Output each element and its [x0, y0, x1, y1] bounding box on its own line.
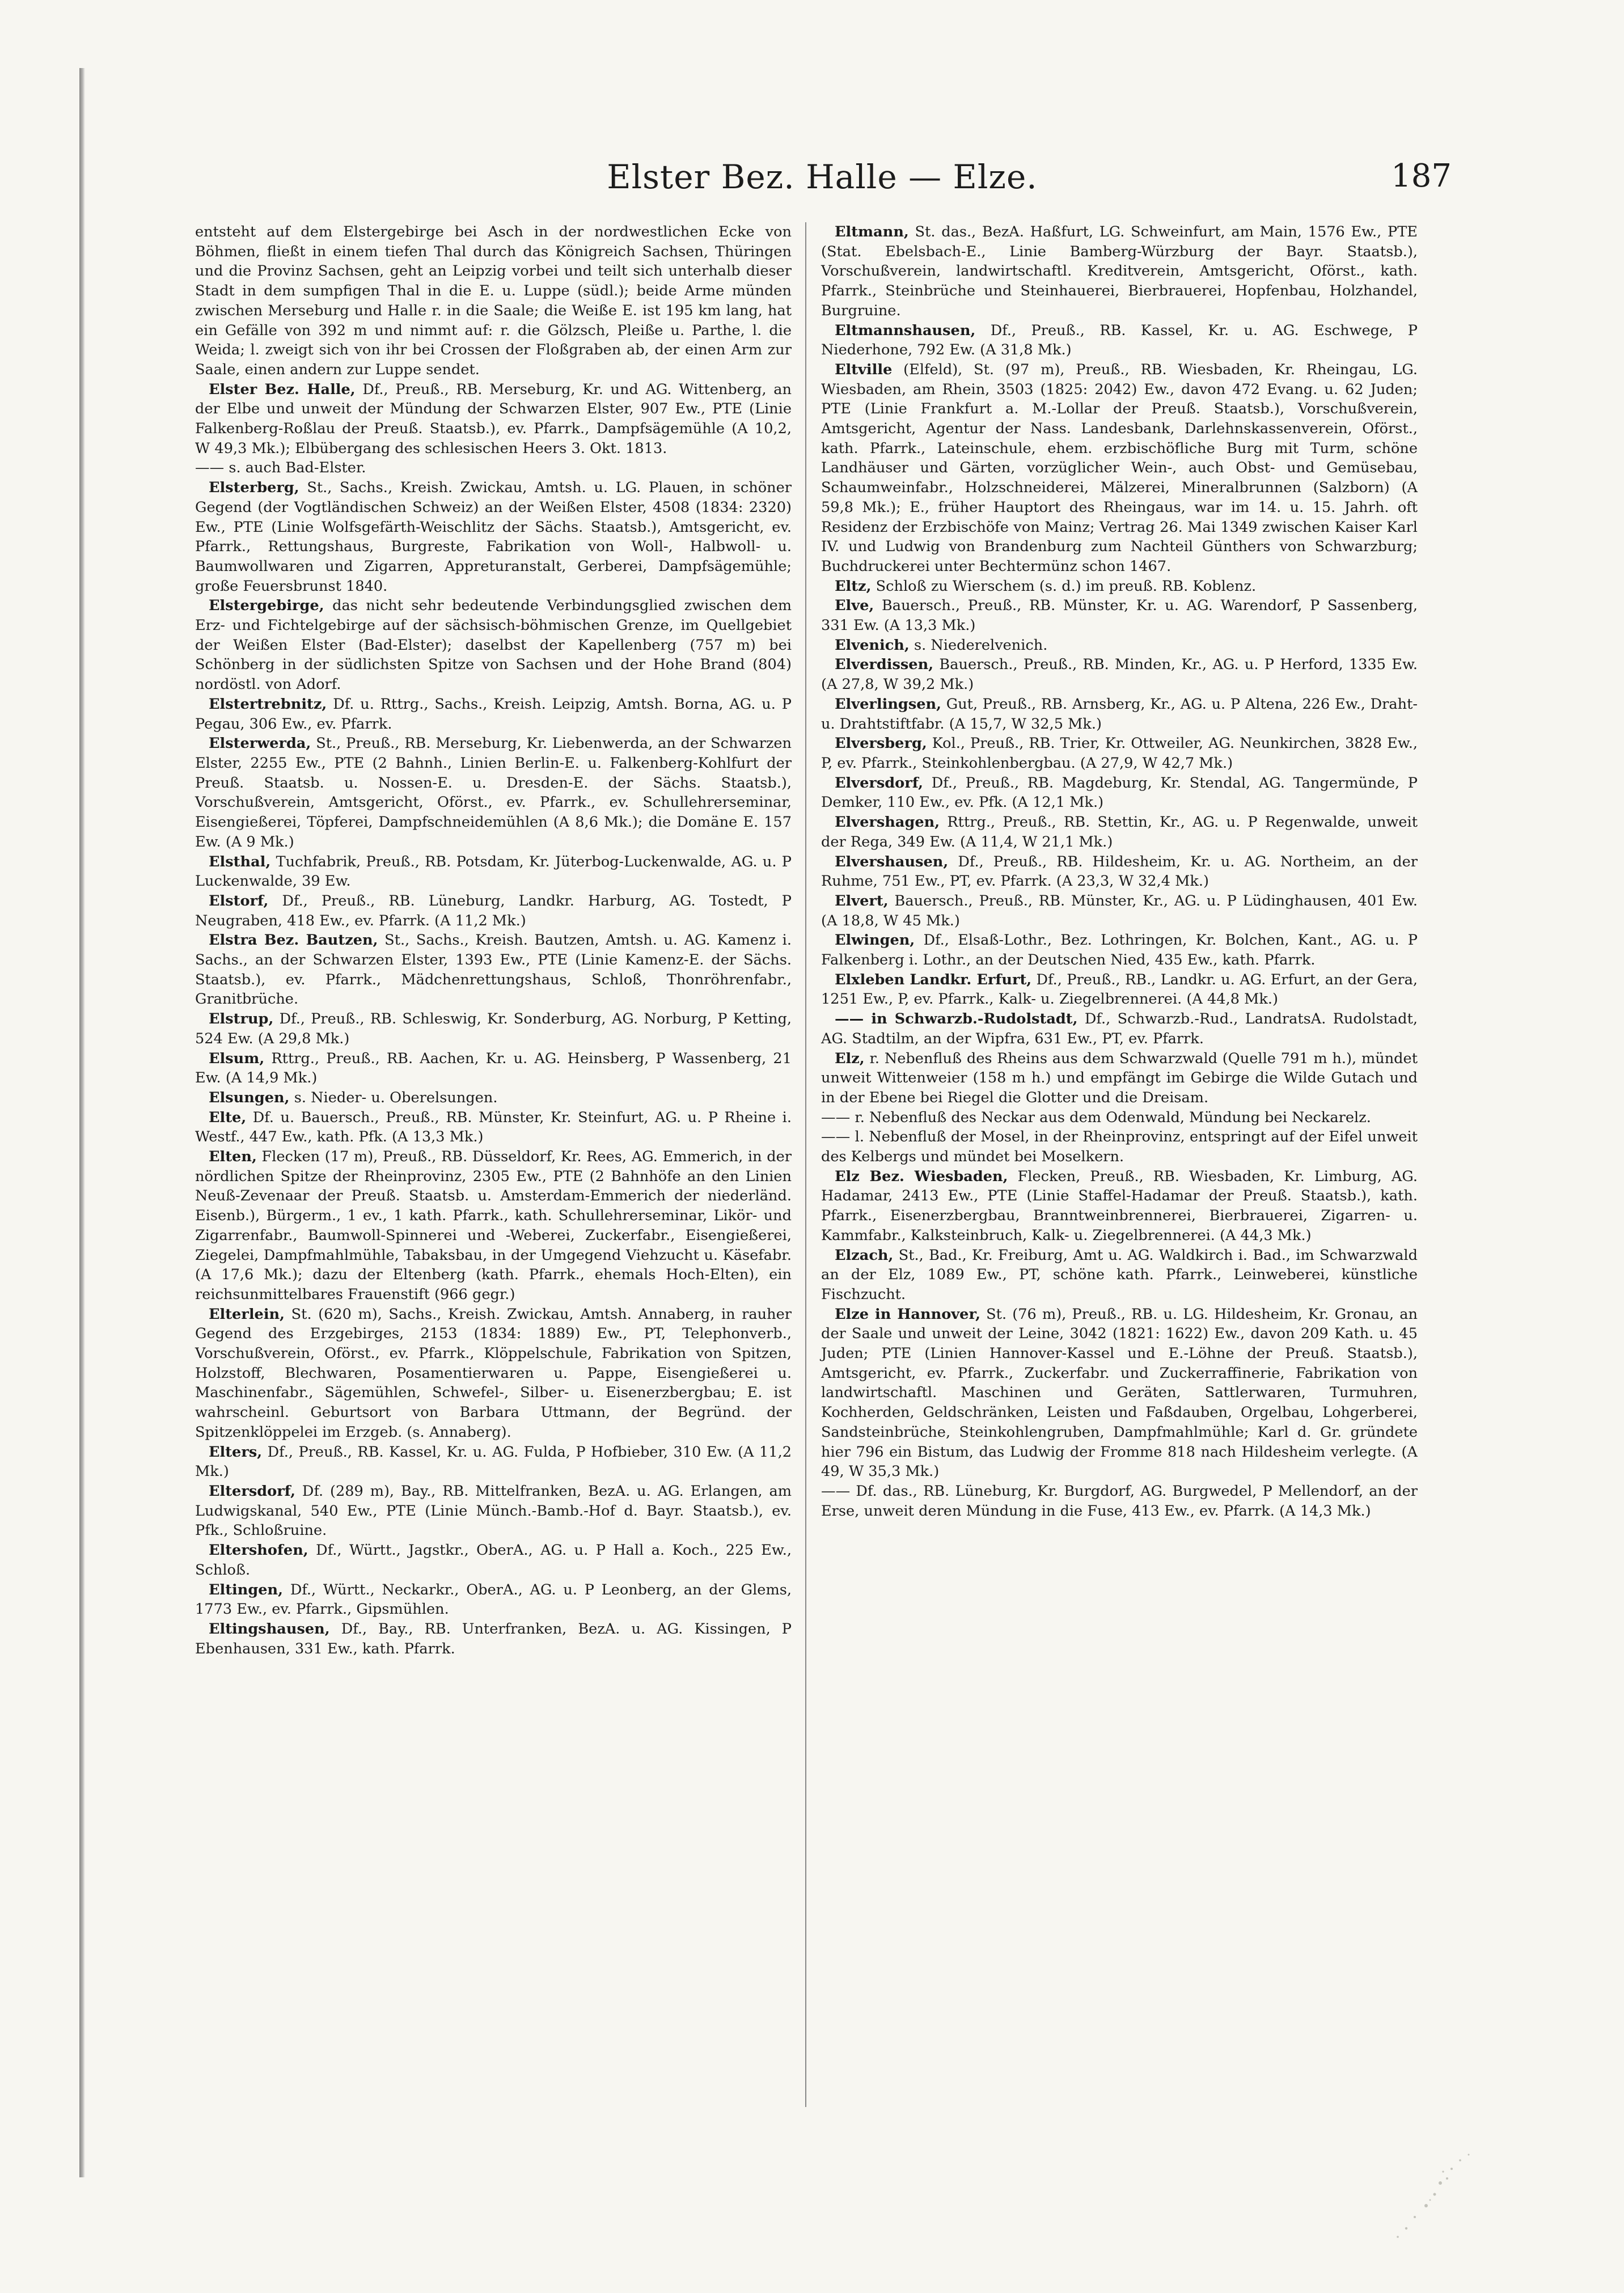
- entry-text: Df., Bay., RB. Unterfranken, BezA. u. AG. Kissingen, P Ebenhausen, 331 Ew., kath. Pfarrk.: [195, 1620, 792, 1657]
- gazetteer-entry: [195, 1541, 792, 1580]
- entry-text: St. (620 m), Sachs., Kreish. Zwickau, Amtsh. Annaberg, in rauher Gegend des Erzgebirges, 2153 (1834: 1889) Ew., PT, Telephonverb., Vorschußverein, Oförst., ev. Pfarrk., Klöppelschule, Fabrikation von Spitzen, Holzstoff, Blechwaren, Posamentierwaren u. Pappe, Eisengießerei u. Maschinenfabr., Sägemühlen, Schwefel-, Silber- u. Eisenerzbergbau; E. ist wahrscheinl. Geburtsort von Barbara Uttmann, der Begründ. der Spitzenklöppelei im Erzgeb. (s. Annaberg).: [195, 1305, 792, 1441]
- gazetteer-entry: [195, 930, 792, 1009]
- gazetteer-entry: [195, 1147, 792, 1305]
- entry-text: St., Bad., Kr. Freiburg, Amt u. AG. Waldkirch i. Bad., im Schwarzwald an der Elz, 1089 Ew., PT, schöne kath. Pfarrk., Leinweberei, künstliche Fischzucht.: [821, 1246, 1418, 1303]
- entry-text: St. das., BezA. Haßfurt, LG. Schweinfurt, am Main, 1576 Ew., PTE (Stat. Ebelsbach-E., Linie Bamberg-Würzburg der Bayr. Staatsb.), Vorschußverein, landwirtschaftl. Kreditverein, Amtsgericht, Oförst., kath. Pfarrk., Steinbrüche und Steinhauerei, Bierbrauerei, Hopfenbau, Holzhandel, Burgruine.: [821, 223, 1418, 319]
- gazetteer-entry: [821, 655, 1418, 694]
- entry-text: —— l. Nebenfluß der Mosel, in der Rheinprovinz, entspringt auf der Eifel unweit des Kelbergs und mündet bei Moselkern.: [821, 1128, 1418, 1166]
- entry-term: Elstrup,: [209, 1010, 274, 1028]
- gazetteer-entry: [195, 695, 792, 734]
- entry-term: Elxleben Landkr. Erfurt,: [835, 971, 1032, 988]
- gazetteer-entry: [821, 1305, 1418, 1482]
- gazetteer-entry: [195, 1108, 792, 1147]
- entry-term: Eltingshausen,: [209, 1620, 330, 1638]
- gazetteer-entry: [821, 321, 1418, 360]
- entry-term: Eltershofen,: [209, 1542, 308, 1559]
- entry-term: Elwingen,: [835, 932, 915, 949]
- entry-text: s. Nieder- u. Oberelsungen.: [294, 1089, 498, 1106]
- entry-term: Elvershausen,: [835, 853, 949, 870]
- right-column: [821, 222, 1418, 1521]
- entry-text: Bauersch., Preuß., RB. Münster, Kr., AG. u. P Lüdinghausen, 401 Ew. (A 18,8, W 45 Mk.): [821, 892, 1418, 929]
- entry-text: Bauersch., Preuß., RB. Münster, Kr. u. AG. Warendorf, P Sassenberg, 331 Ew. (A 13,3 Mk.): [821, 597, 1418, 634]
- entry-text: Df. (289 m), Bay., RB. Mittelfranken, BezA. u. AG. Erlangen, am Ludwigskanal, 540 Ew., PTE (Linie Münch.-Bamb.-Hof d. Bayr. Staatsb.), ev. Pfk., Schloßruine.: [195, 1483, 792, 1539]
- entry-term: Elsterwerda,: [209, 735, 311, 752]
- entry-text: Df., Preuß., RB. Merseburg, Kr. und AG. Wittenberg, an der Elbe und unweit der Mündung der Schwarzen Elster, 907 Ew., PTE (Linie Falkenberg-Roßlau der Preuß. Staatsb.), ev. Pfarrk., Dampfsägemühle (A 10,2, W 49,3 Mk.); Elbübergang des schlesischen Heers 3. Okt. 1813.: [195, 380, 792, 457]
- entry-term: Elster Bez. Halle,: [209, 380, 356, 398]
- gazetteer-entry: [821, 1167, 1418, 1246]
- gazetteer-entry: [195, 222, 792, 380]
- entry-text: Rttrg., Preuß., RB. Stettin, Kr., AG. u. P Regenwalde, unweit der Rega, 349 Ew. (A 11,4, W 21,1 Mk.): [821, 814, 1418, 851]
- entry-text: Df., Preuß., RB. Kassel, Kr. u. AG. Fulda, P Hofbieber, 310 Ew. (A 11,2 Mk.): [195, 1443, 792, 1480]
- page-binding-edge: [79, 68, 85, 2177]
- gazetteer-entry: [821, 734, 1418, 773]
- entry-text: Df., Preuß., RB. Lüneburg, Landkr. Harburg, AG. Tostedt, P Neugraben, 418 Ew., ev. Pfarrk. (A 11,2 Mk.): [195, 892, 792, 929]
- entry-term: Elverdissen,: [835, 656, 934, 674]
- gazetteer-entry: [821, 695, 1418, 734]
- entry-text: Df. u. Rttrg., Sachs., Kreish. Leipzig, Amtsh. Borna, AG. u. P Pegau, 306 Ew., ev. Pfarrk.: [195, 695, 792, 733]
- entry-term: Elve,: [835, 597, 874, 615]
- entry-term: Elte,: [209, 1109, 247, 1126]
- gazetteer-entry: [821, 1108, 1418, 1128]
- gazetteer-entry: [821, 852, 1418, 891]
- gazetteer-entry: [821, 891, 1418, 930]
- page-number: 187: [1391, 158, 1452, 194]
- entry-text: das nicht sehr bedeutende Verbindungsglied zwischen dem Erz- und Fichtelgebirge auf der sächsisch-böhmischen Grenze, im Quellgebiet der Weißen Elster (Bad-Elster); daselbst der Kapellenberg (757 m) bei Schönberg in der südlichsten Spitze von Sachsen und der Hohe Brand (804) nordöstl. von Adorf.: [195, 597, 792, 693]
- entry-term: Elstergebirge,: [209, 597, 324, 615]
- gazetteer-entry: [195, 596, 792, 695]
- gazetteer-entry: [195, 458, 792, 478]
- gazetteer-entry: [821, 1246, 1418, 1305]
- gazetteer-entry: [195, 380, 792, 459]
- paper-stain-marks: [1299, 2115, 1491, 2257]
- gazetteer-entry: [821, 970, 1418, 1009]
- entry-text: Df., Schwarzb.-Rud., LandratsA. Rudolstadt, AG. Stadtilm, an der Wipfra, 631 Ew., PT, ev. Pfarrk.: [821, 1010, 1418, 1047]
- entry-text: (Elfeld), St. (97 m), Preuß., RB. Wiesbaden, Kr. Rheingau, LG. Wiesbaden, am Rhein, 3503 (1825: 2042) Ew., davon 472 Evang. u. 62 Juden; PTE (Linie Frankfurt a. M.-Lollar der Preuß. Staatsb.), Vorschußverein, Amtsgericht, Agentur der Nass. Landesbank, Darlehnskassenverein, Oförst., kath. Pfarrk., Lateinschule, ehem. erzbischöfliche Burg mit Turm, schöne Landhäuser und Gärten, vorzüglicher Wein-, auch Obst- und Gemüsebau, Schaumweinfabr., Holzschneiderei, Mälzerei, Mineralbrunnen (Salzborn) (A 59,8 Mk.); E., früher Hauptort des Rheingaus, war im 14. u. 15. Jahrh. oft Residenz der Erzbischöfe von Mainz; Vertrag 26. Mai 1349 zwischen Kaiser Karl IV. und Ludwig von Brandenburg zum Nachteil Günthers von Schwarzburg; Buchdruckerei unter Bechtermünz schon 1467.: [821, 361, 1418, 575]
- entry-term: Elstra Bez. Bautzen,: [209, 932, 378, 949]
- entry-text: —— r. Nebenfluß des Neckar aus dem Odenwald, Mündung bei Neckarelz.: [821, 1109, 1371, 1126]
- entry-text: Df., Preuß., RB., Landkr. u. AG. Erfurt, an der Gera, 1251 Ew., P, ev. Pfarrk., Kalk- u. Ziegelbrennerei. (A 44,8 Mk.): [821, 971, 1418, 1008]
- gazetteer-entry: [821, 636, 1418, 655]
- gazetteer-entry: [195, 1305, 792, 1442]
- entry-text: Tuchfabrik, Preuß., RB. Potsdam, Kr. Jüterbog-Luckenwalde, AG. u. P Luckenwalde, 39 Ew.: [195, 853, 792, 890]
- entry-term: Eltmannshausen,: [835, 321, 976, 339]
- gazetteer-entry: [821, 813, 1418, 852]
- entry-text: Df. u. Bauersch., Preuß., RB. Münster, Kr. Steinfurt, AG. u. P Rheine i. Westf., 447 Ew., kath. Pfk. (A 13,3 Mk.): [195, 1109, 792, 1146]
- entry-term: Elze in Hannover,: [835, 1305, 980, 1323]
- running-title: Elster Bez. Halle — Elze.: [607, 158, 1038, 196]
- gazetteer-entry: [195, 734, 792, 852]
- entry-text: —— s. auch Bad-Elster.: [195, 459, 366, 477]
- entry-text: Kol., Preuß., RB. Trier, Kr. Ottweiler, AG. Neunkirchen, 3828 Ew., P, ev. Pfarrk., Steinkohlenbergbau. (A 27,9, W 42,7 Mk.): [821, 735, 1418, 772]
- entry-term: Eltingen,: [209, 1581, 284, 1598]
- entry-term: Elverlingsen,: [835, 695, 942, 713]
- gazetteer-entry: [195, 852, 792, 891]
- entry-term: Elsterberg,: [209, 479, 299, 497]
- gazetteer-entry: [195, 1619, 792, 1659]
- entry-term: Elten,: [209, 1148, 257, 1166]
- column-divider: [805, 222, 806, 2107]
- gazetteer-entry: [821, 360, 1418, 577]
- entry-text: Rttrg., Preuß., RB. Aachen, Kr. u. AG. Heinsberg, P Wassenberg, 21 Ew. (A 14,9 Mk.): [195, 1050, 792, 1087]
- entry-term: Elvert,: [835, 892, 889, 909]
- entry-text: Gut, Preuß., RB. Arnsberg, Kr., AG. u. P Altena, 226 Ew., Draht- u. Drahtstiftfabr. (A 15,7, W 32,5 Mk.): [821, 695, 1418, 733]
- entry-term: Elz,: [835, 1050, 865, 1067]
- entry-term: Elsum,: [209, 1050, 265, 1067]
- entry-term: Elversdorf,: [835, 774, 924, 792]
- entry-term: Elvenich,: [835, 636, 910, 654]
- entry-term: Elstertrebnitz,: [209, 695, 327, 713]
- gazetteer-entry: [821, 596, 1418, 635]
- entry-term: Elsungen,: [209, 1089, 290, 1106]
- gazetteer-entry: [195, 1442, 792, 1482]
- entry-term: Elzach,: [835, 1246, 894, 1264]
- gazetteer-entry: [821, 773, 1418, 813]
- left-column: [195, 222, 792, 1659]
- gazetteer-entry: [195, 478, 792, 596]
- entry-text: St., Preuß., RB. Merseburg, Kr. Liebenwerda, an der Schwarzen Elster, 2255 Ew., PTE (2 Bahnh., Linien Berlin-E. u. Falkenberg-Kohlfurt der Preuß. Staatsb. u. Nossen-E. u. Dresden-E. der Sächs. Staatsb.), Vorschußverein, Amtsgericht, Oförst., ev. Pfarrk., ev. Schullehrerseminar, Eisengießerei, Töpferei, Dampfschneidemühlen (A 8,6 Mk.); die Domäne E. 157 Ew. (A 9 Mk.): [195, 735, 792, 851]
- gazetteer-entry: [821, 1049, 1418, 1108]
- entry-text: Df., Preuß., RB. Hildesheim, Kr. u. AG. Northeim, an der Ruhme, 751 Ew., PT, ev. Pfarrk. (A 23,3, W 32,4 Mk.): [821, 853, 1418, 890]
- entry-term: Elterlein,: [209, 1305, 285, 1323]
- gazetteer-entry: [821, 222, 1418, 321]
- entry-text: Flecken, Preuß., RB. Wiesbaden, Kr. Limburg, AG. Hadamar, 2413 Ew., PTE (Linie Staffel-Hadamar der Preuß. Staatsb.), kath. Pfarrk., Eisenerzbergbau, Branntweinbrennerei, Bierbrauerei, Zigarren- u. Kammfabr., Kalksteinbruch, Kalk- u. Ziegelbrennerei. (A 44,3 Mk.): [821, 1167, 1418, 1244]
- page-header: [193, 158, 1452, 203]
- entry-term: Elz Bez. Wiesbaden,: [835, 1167, 1008, 1185]
- entry-text: r. Nebenfluß des Rheins aus dem Schwarzwald (Quelle 791 m h.), mündet unweit Wittenweier (158 m h.) und empfängt im Gebirge die Wilde Gutach und in der Ebene bei Riegel die Glotter und die Dreisam.: [821, 1050, 1418, 1106]
- entry-text: Df., Württ., Neckarkr., OberA., AG. u. P Leonberg, an der Glems, 1773 Ew., ev. Pfarrk., Gipsmühlen.: [195, 1581, 792, 1618]
- entry-text: Df., Elsaß-Lothr., Bez. Lothringen, Kr. Bolchen, Kant., AG. u. P Falkenberg i. Lothr., an der Deutschen Nied, 435 Ew., kath. Pfarrk.: [821, 932, 1418, 969]
- gazetteer-entry: [821, 1009, 1418, 1048]
- entry-text: Df., Preuß., RB. Magdeburg, Kr. Stendal, AG. Tangermünde, P Demker, 110 Ew., ev. Pfk. (A 12,1 Mk.): [821, 774, 1418, 811]
- entry-term: Eltville: [835, 361, 893, 378]
- entry-term: Elstorf,: [209, 892, 269, 909]
- entry-term: Eltersdorf,: [209, 1483, 296, 1500]
- entry-text: St. (76 m), Preuß., RB. u. LG. Hildesheim, Kr. Gronau, an der Saale und unweit der Leine, 3042 (1821: 1622) Ew., davon 209 Kath. u. 45 Juden; PTE (Linien Hannover-Kassel und E.-Löhne der Preuß. Staatsb.), Amtsgericht, ev. Pfarrk., Zuckerfabr. und Zuckerraffinerie, Fabrikation von landwirtschaftl. Maschinen und Geräten, Sattlerwaren, Turmuhren, Kochherden, Geldschränken, Leisten und Faßdauben, Orgelbau, Lohgerberei, Sandsteinbrüche, Steinkohlengruben, Dampfmahlmühle; Karl d. Gr. gründete hier 796 ein Bistum, das Ludwig der Fromme 818 nach Hildesheim verlegte. (A 49, W 35,3 Mk.): [821, 1305, 1418, 1480]
- entry-text: Df., Preuß., RB. Kassel, Kr. u. AG. Eschwege, P Niederhone, 792 Ew. (A 31,8 Mk.): [821, 321, 1418, 359]
- gazetteer-entry: [821, 930, 1418, 970]
- entry-term: Elversberg,: [835, 735, 927, 752]
- entry-text: Flecken (17 m), Preuß., RB. Düsseldorf, Kr. Rees, AG. Emmerich, in der nördlichen Spitze der Rheinprovinz, 2305 Ew., PTE (2 Bahnhöfe an den Linien Neuß-Zevenaar der Preuß. Staatsb. u. Amsterdam-Emmerich der niederländ. Eisenb.), Bürgerm., 1 ev., 1 kath. Pfarrk., kath. Schullehrerseminar, Likör- und Zigarrenfabr., Baumwoll-Spinnerei und -Weberei, Zuckerfabr., Eisengießerei, Ziegelei, Dampfmahlmühle, Tabaksbau, in der Umgegend Viehzucht u. Käsefabr. (A 17,6 Mk.); dazu der Eltenberg (kath. Pfarrk., ehemals Hoch-Elten), ein reichsunmittelbares Frauenstift (966 gegr.): [195, 1148, 792, 1303]
- gazetteer-entry: [821, 577, 1418, 596]
- entry-text: Bauersch., Preuß., RB. Minden, Kr., AG. u. P Herford, 1335 Ew. (A 27,8, W 39,2 Mk.): [821, 656, 1418, 693]
- gazetteer-entry: [195, 1049, 792, 1088]
- entry-text: s. Niederelvenich.: [914, 636, 1048, 654]
- entry-text: —— Df. das., RB. Lüneburg, Kr. Burgdorf, AG. Burgwedel, P Mellendorf, an der Erse, unweit deren Mündung in die Fuse, 413 Ew., ev. Pfarrk. (A 14,3 Mk.): [821, 1483, 1418, 1520]
- gazetteer-entry: [195, 891, 792, 930]
- gazetteer-entry: [195, 1580, 792, 1619]
- entry-text: St., Sachs., Kreish. Bautzen, Amtsh. u. AG. Kamenz i. Sachs., an der Schwarzen Elster, 1393 Ew., PTE (Linie Kamenz-E. der Sächs. Staatsb.), ev. Pfarrk., Mädchenrettungshaus, Schloß, Thonröhrenfabr., Granitbrüche.: [195, 932, 792, 1008]
- entry-term: Eltmann,: [835, 223, 909, 240]
- entry-text: Df., Preuß., RB. Schleswig, Kr. Sonderburg, AG. Norburg, P Ketting, 524 Ew. (A 29,8 Mk.): [195, 1010, 792, 1047]
- gazetteer-entry: [195, 1009, 792, 1048]
- entry-term: Eltz,: [835, 577, 872, 595]
- entry-text: St., Sachs., Kreish. Zwickau, Amtsh. u. LG. Plauen, in schöner Gegend (der Vogtländischen Schweiz) an der Weißen Elster, 4508 (1834: 2320) Ew., PTE (Linie Wolfsgefärth-Weischlitz der Sächs. Staatsb.), Amtsgericht, ev. Pfarrk., Rettungshaus, Burgreste, Fabrikation von Woll-, Halbwoll- u. Baumwollwaren und Zigarren, Appreturanstalt, Gerberei, Dampfsägemühle; große Feuersbrunst 1840.: [195, 479, 792, 595]
- gazetteer-entry: [821, 1482, 1418, 1521]
- entry-term: Elsthal,: [209, 853, 271, 870]
- entry-text: entsteht auf dem Elstergebirge bei Asch in der nordwestlichen Ecke von Böhmen, fließt in einem tiefen Thal durch das Königreich Sachsen, Thüringen und die Provinz Sachsen, geht an Leipzig vorbei und teilt sich unterhalb dieser Stadt in dem sumpfigen Thal in die E. u. Luppe (südl.); beide Arme münden zwischen Merseburg und Halle r. in die Saale; die Weiße E. ist 195 km lang, hat ein Gefälle von 392 m und nimmt auf: r. die Gölzsch, Pleiße u. Parthe, l. die Weida; l. zweigt sich von ihr bei Crossen der Floßgraben ab, der einen Arm zur Saale, einen andern zur Luppe sendet.: [195, 223, 792, 378]
- gazetteer-entry: [195, 1088, 792, 1108]
- entry-text: Schloß zu Wierschem (s. d.) im preuß. RB. Koblenz.: [876, 577, 1257, 595]
- gazetteer-entry: [821, 1127, 1418, 1166]
- entry-text: Df., Württ., Jagstkr., OberA., AG. u. P Hall a. Koch., 225 Ew., Schloß.: [195, 1542, 792, 1579]
- entry-term: —— in Schwarzb.-Rudolstadt,: [835, 1010, 1078, 1028]
- gazetteer-entry: [195, 1482, 792, 1541]
- entry-term: Elvershagen,: [835, 814, 940, 831]
- entry-term: Elters,: [209, 1443, 263, 1461]
